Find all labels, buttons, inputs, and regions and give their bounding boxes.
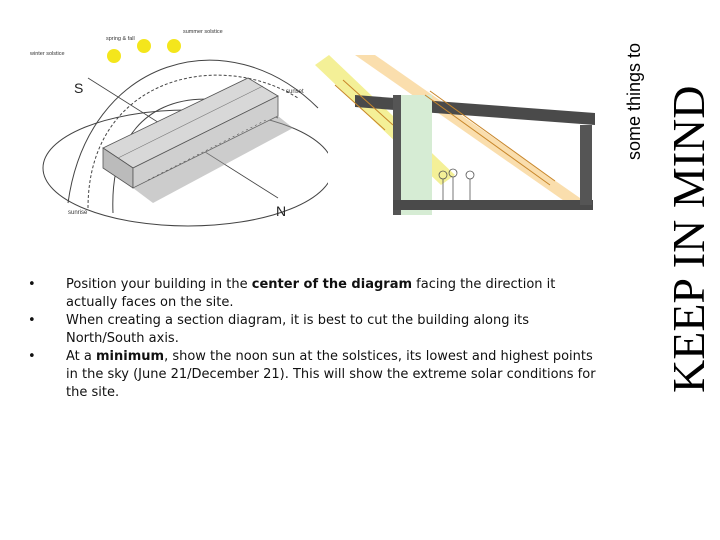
bullet-text: When creating a section diagram, it is best to cut the building along its North/South axis. xyxy=(66,313,530,346)
sun-path-diagram xyxy=(28,18,328,233)
bullet-marker: • xyxy=(28,313,36,328)
building-model xyxy=(103,78,293,203)
bullet-text: , show the noon sun at the solstices, its lowest and highest points in the sky (June 21/December 21). This will show the extreme solar conditions for the site. xyxy=(66,349,596,400)
bullet-item xyxy=(28,276,608,312)
north-label: N xyxy=(276,203,287,219)
sun-icon xyxy=(137,39,151,53)
sun-icon xyxy=(107,49,121,63)
glazing xyxy=(400,95,432,215)
bold-text: center of the diagram xyxy=(251,277,413,292)
sunrise-label: sunrise xyxy=(68,210,88,216)
sun-icon xyxy=(167,39,181,53)
bullet-item xyxy=(28,348,608,402)
spring-fall-label: spring & fall xyxy=(106,36,135,42)
bullet-list xyxy=(28,276,608,402)
bullet-marker: • xyxy=(28,349,36,364)
floor-slab xyxy=(393,200,593,210)
back-wall xyxy=(580,125,592,205)
section-diagram xyxy=(315,55,595,220)
winter-solstice-label: winter solstice xyxy=(30,51,65,57)
wall xyxy=(393,95,401,215)
some-things-to-subheading: some things to xyxy=(624,42,644,160)
bullet-text: facing the direction it actually faces on the site. xyxy=(66,277,556,310)
sunset-label: sunset xyxy=(286,89,304,95)
bullet-item xyxy=(28,312,608,348)
summer-solstice-label: summer solstice xyxy=(183,29,223,35)
bold-text: minimum xyxy=(96,349,165,364)
bullet-text: Position your building in the xyxy=(66,277,252,292)
bullet-text: At a xyxy=(66,349,96,364)
keep-in-mind-heading: KEEP IN MIND xyxy=(663,85,714,393)
south-label: S xyxy=(74,80,84,96)
bullet-marker: • xyxy=(28,277,36,292)
